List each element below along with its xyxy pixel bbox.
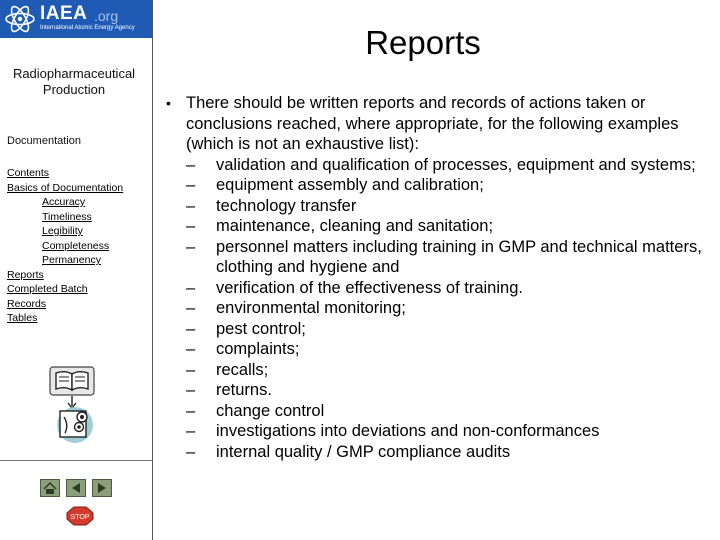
bullet-marker: •	[166, 95, 171, 111]
back-arrow-icon	[67, 480, 85, 496]
iaea-logo[interactable]	[0, 0, 152, 38]
sub-item-text: validation and qualification of processes, equipment and systems;	[216, 155, 696, 174]
stop-button[interactable]	[66, 506, 94, 526]
bullet-intro: There should be written reports and records of actions taken or conclusions reached, where appropriate, for the following examples (which is not an exhaustive list):	[186, 94, 679, 153]
nav-link-completed-batch-records[interactable]: Completed Batch Records	[7, 283, 88, 310]
nav-link-accuracy[interactable]: Accuracy	[42, 196, 86, 208]
nav-link-basics-of-documentation[interactable]: Basics of Documentation	[7, 181, 124, 194]
sub-list	[166, 155, 706, 463]
sub-list-item	[166, 196, 706, 217]
sub-item-text: change control	[216, 401, 325, 420]
dash-marker: –	[186, 217, 196, 235]
forward-button[interactable]	[92, 479, 112, 497]
sub-item-text: verification of the effectiveness of training.	[216, 278, 523, 297]
sub-list-item	[166, 175, 706, 196]
documentation-book-icon	[45, 365, 101, 445]
sub-item-text: personnel matters including training in GMP and technical matters, clothing and hygiene and	[216, 237, 702, 276]
sidebar-rule	[152, 0, 153, 540]
nav-link-tables[interactable]: Tables	[7, 312, 38, 324]
bullet-item	[166, 93, 706, 155]
sub-item-text: internal quality / GMP compliance audits	[216, 442, 511, 461]
dash-marker: –	[186, 237, 196, 256]
dash-marker: –	[186, 442, 196, 461]
dash-marker: –	[186, 340, 196, 358]
slide-navigation	[40, 479, 112, 497]
nav-link-completeness[interactable]: Completeness	[42, 239, 110, 252]
sub-item-text: returns.	[216, 381, 272, 399]
nav-link-reports[interactable]: Reports	[7, 268, 44, 281]
section-title: Documentation	[7, 135, 81, 147]
sub-list-item	[166, 442, 706, 463]
sub-item-text: recalls;	[216, 360, 269, 379]
sidebar-divider	[0, 460, 152, 461]
atom-logo-icon	[3, 2, 37, 36]
sub-item-text: maintenance, cleaning and sanitation;	[216, 217, 494, 235]
agency-name: International Atomic Energy Agency	[40, 25, 135, 31]
nav-link-timeliness[interactable]: Timeliness	[42, 210, 92, 223]
sub-list-item	[166, 421, 706, 442]
sub-list-item	[166, 380, 706, 401]
dash-marker: –	[186, 155, 196, 174]
section-nav	[0, 166, 152, 326]
sub-item-text: environmental monitoring;	[216, 299, 406, 317]
sub-item-text: equipment assembly and calibration;	[216, 176, 484, 194]
sub-list-item	[166, 216, 706, 237]
dash-marker: –	[186, 299, 196, 317]
nav-link-permanency[interactable]: Permanency	[42, 254, 101, 266]
dash-marker: –	[186, 196, 196, 215]
sub-list-item	[166, 237, 706, 278]
sidebar	[0, 0, 152, 540]
course-title: Radiopharmaceutical Production	[12, 66, 136, 97]
dash-marker: –	[186, 381, 196, 399]
dash-marker: –	[186, 422, 196, 440]
sub-list-item	[166, 360, 706, 381]
forward-arrow-icon	[93, 480, 111, 496]
page-title: Reports	[365, 24, 481, 61]
sub-list-item	[166, 401, 706, 422]
sub-item-text: investigations into deviations and non-conformances	[216, 422, 600, 440]
home-button[interactable]	[40, 479, 60, 497]
sub-list-item	[166, 298, 706, 319]
sub-list-item	[166, 339, 706, 360]
back-button[interactable]	[66, 479, 86, 497]
dash-marker: –	[186, 176, 196, 194]
stop-label: STOP	[70, 514, 90, 521]
nav-link-legibility[interactable]: Legibility	[42, 225, 83, 237]
logo-suffix: .org	[94, 8, 119, 24]
sub-item-text: pest control;	[216, 319, 306, 338]
dash-marker: –	[186, 360, 196, 379]
dash-marker: –	[186, 278, 196, 297]
slide-content	[166, 93, 706, 462]
logo-text: IAEA	[40, 3, 88, 24]
sub-list-item	[166, 155, 706, 176]
dash-marker: –	[186, 401, 196, 420]
home-icon	[41, 480, 59, 496]
sub-list-item	[166, 319, 706, 340]
nav-link-contents[interactable]: Contents	[7, 167, 50, 179]
dash-marker: –	[186, 319, 196, 338]
sub-list-item	[166, 278, 706, 299]
sub-item-text: technology transfer	[216, 196, 357, 215]
sub-item-text: complaints;	[216, 340, 300, 358]
